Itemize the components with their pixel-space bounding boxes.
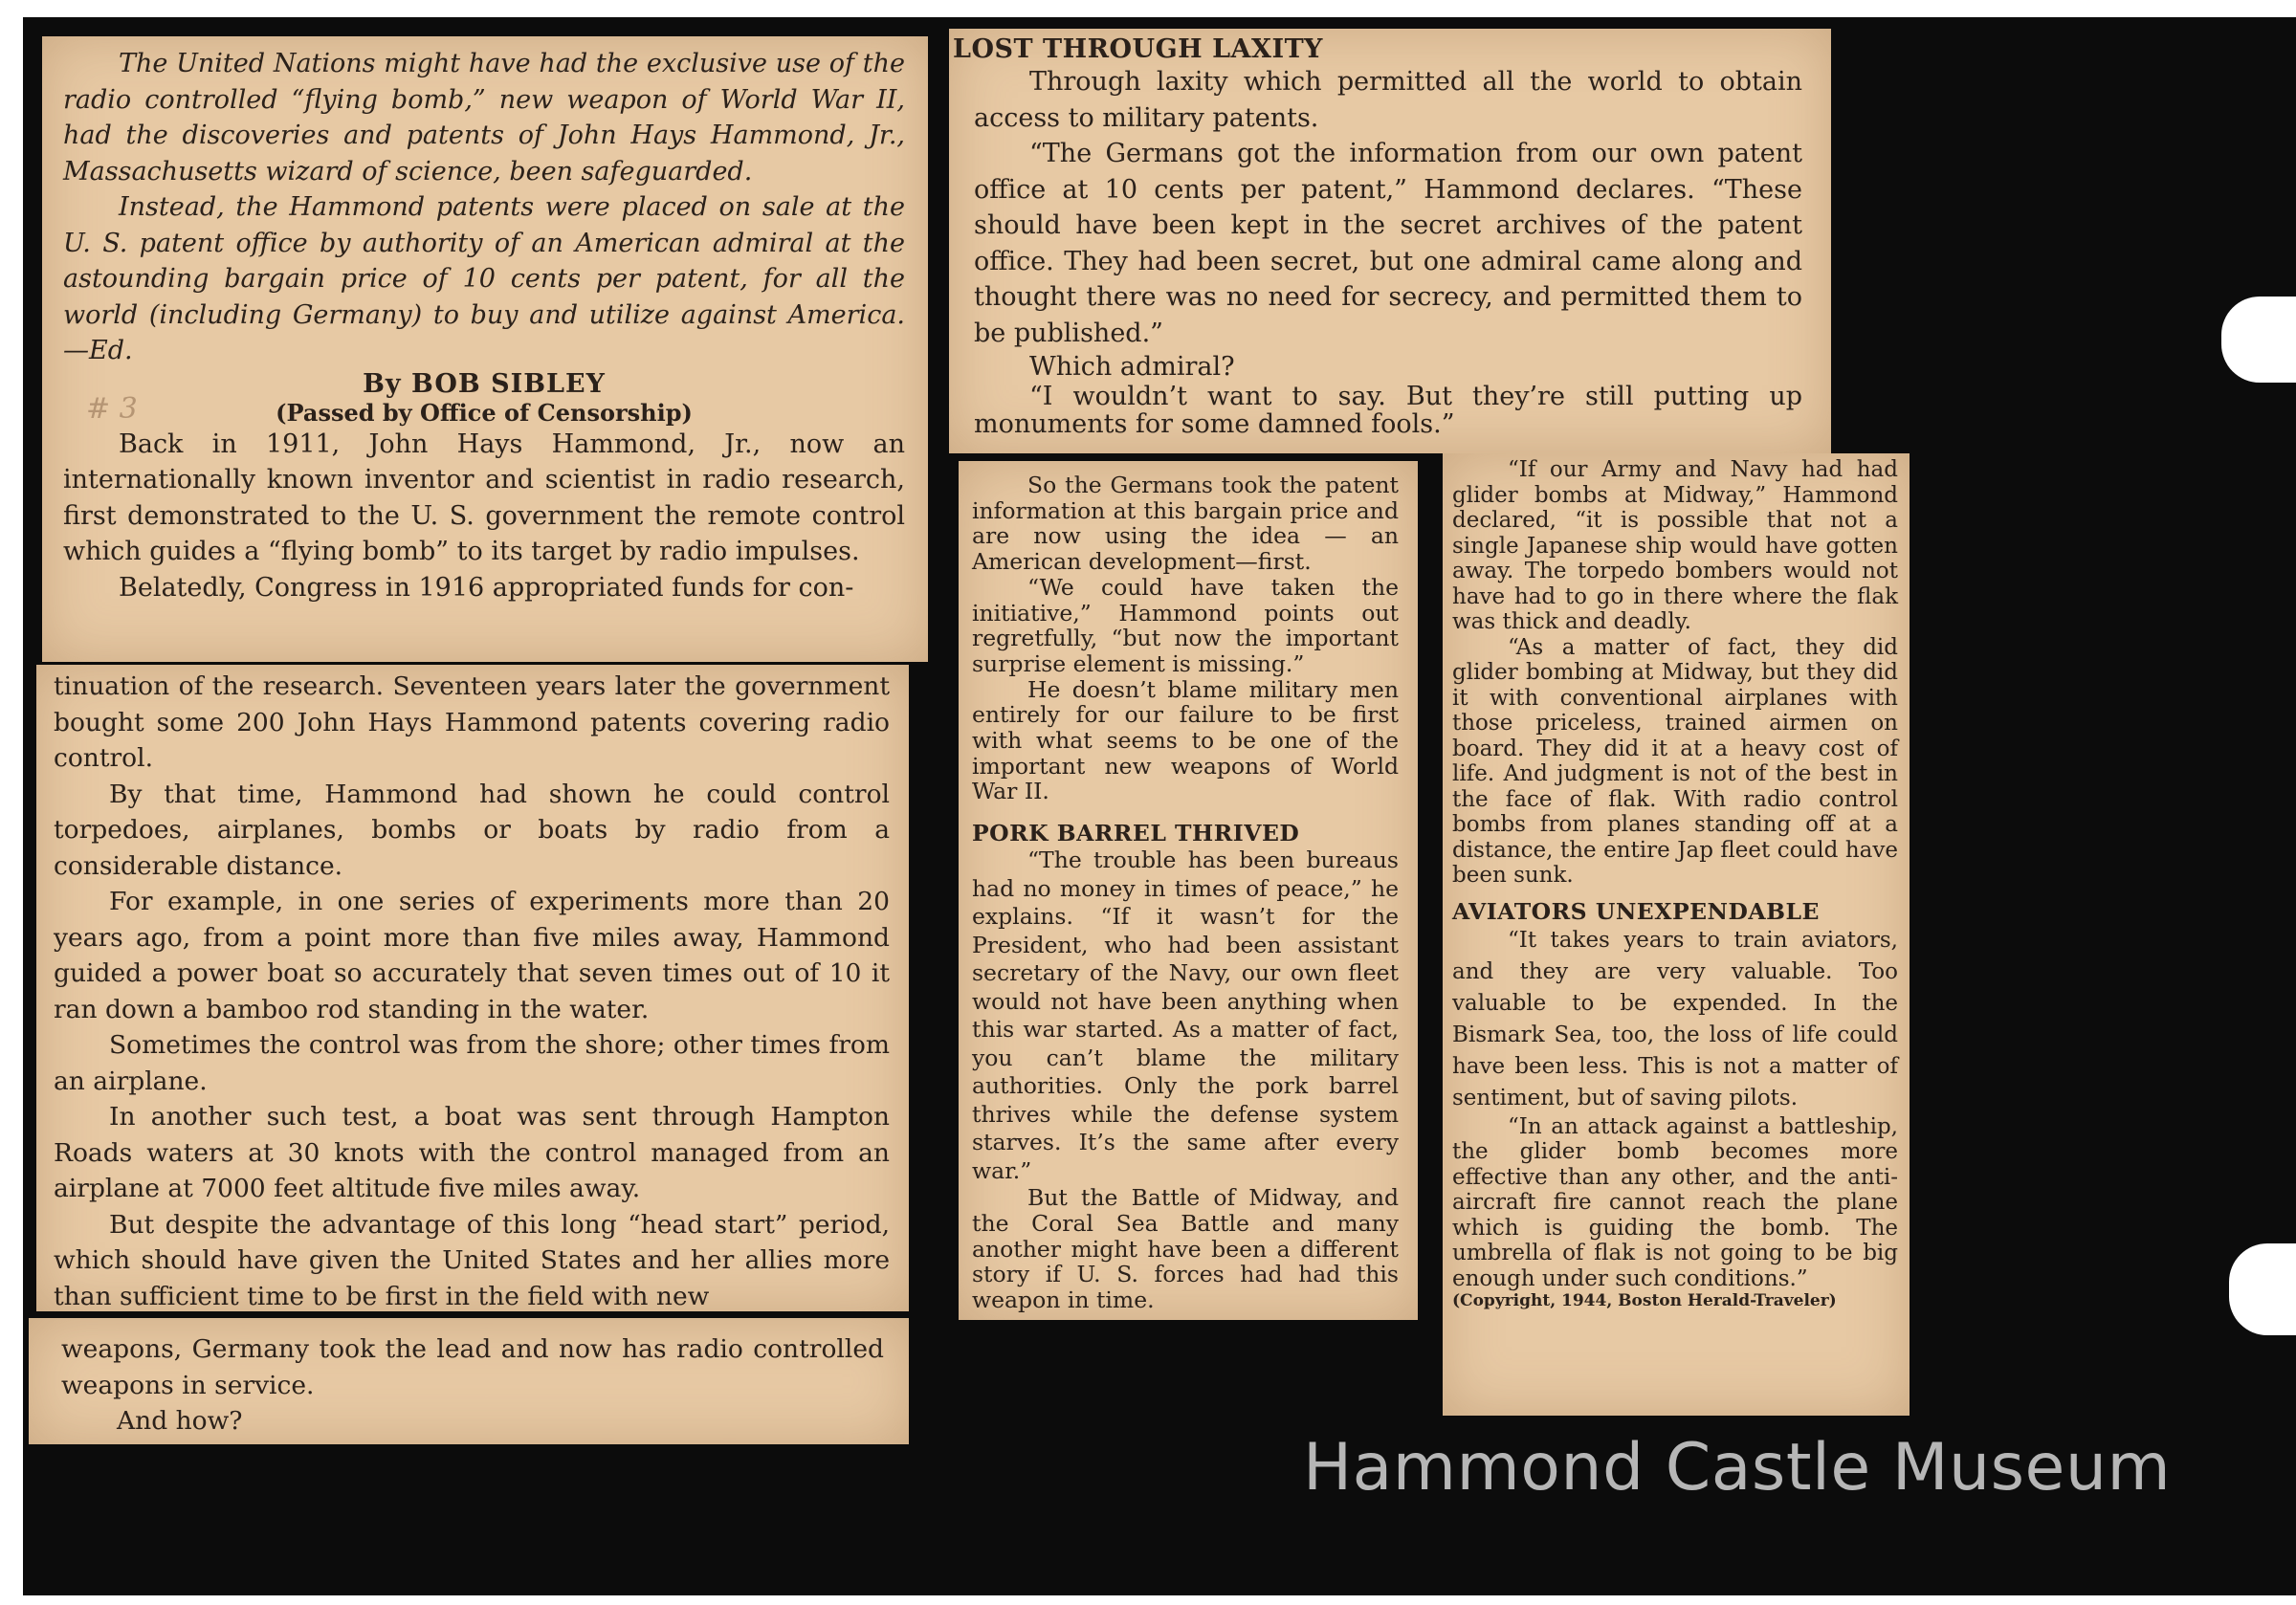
- paragraph: “The trouble has been bureaus had no money in times of peace,” he explains. “If it wasn’t for the President, who had been assistant secretary of the Navy, our own fleet would not have been anything when this war started. As a matter of fact, you can’t blame the military authorities. Only the pork barrel thrives while the defense system starves. It’s the same after every war.”: [972, 846, 1399, 1184]
- paragraph: “If our Army and Navy had had glider bombs at Midway,” Hammond declared, “it is possible that not a single Japanese ship would have gotten away. The torpedo bombers would not have had to go in there where the flak was thick and deadly.: [1452, 457, 1898, 634]
- paragraph: But despite the advantage of this long “head start” period, which should have given the United States and her allies more than sufficient time to be first in the field with new: [54, 1209, 890, 1311]
- section-heading: AVIATORS UNEXPENDABLE: [1452, 897, 1820, 925]
- punch-hole-top: [2221, 297, 2296, 383]
- section-heading: LOST THROUGH LAXITY: [953, 34, 1323, 64]
- clipping-middle-column: [959, 461, 1418, 1320]
- paragraph: He doesn’t blame military men entirely for our failure to be first with what seems to be one of the important new weapons of World War II.: [972, 675, 1399, 805]
- censorship-note: (Passed by Office of Censorship): [276, 398, 693, 427]
- clipping-laxity: [949, 29, 1831, 453]
- paragraph: Back in 1911, John Hays Hammond, Jr., now an internationally known inventor and scientist in radio research, first demonstrated to the U. S. government the remote control which guides a “flying bomb” to its target by radio impulses.: [63, 429, 905, 566]
- section-heading: PORK BARREL THRIVED: [972, 820, 1300, 847]
- clipping-main-top: [42, 36, 928, 662]
- copyright-credit: (Copyright, 1944, Boston Herald-Traveler): [1452, 1291, 1837, 1310]
- paragraph: In another such test, a boat was sent through Hampton Roads waters at 30 knots with the control managed from an airplane at 7000 feet altitude five miles away.: [54, 1102, 890, 1203]
- paragraph: “The Germans got the information from our own patent office at 10 cents per patent,” Hammond declares. “These should have been kept in the secret archives of the patent office. They had been secret, but one admiral came along and thought there was no need for secrecy, and permitted them to be published.”: [974, 139, 1802, 348]
- editor-note: The United Nations might have had the exclusive use of the radio controlled “flying bomb,” new weapon of World War II, had the discoveries and patents of John Hays Hammond, Jr., Massachusetts wizard of science, been safeguarded.: [63, 49, 905, 187]
- paragraph: weapons, Germany took the lead and now has radio controlled weapons in service.: [61, 1334, 884, 1400]
- paragraph: tinuation of the research. Seventeen years later the government bought some 200 John Hays Hammond patents covering radio control.: [54, 671, 890, 773]
- paragraph: Belatedly, Congress in 1916 appropriated funds for con-: [119, 572, 854, 603]
- paragraph: “I wouldn’t want to say. But they’re still putting up monuments for some damned fools.”: [974, 382, 1802, 439]
- paragraph: And how?: [117, 1406, 243, 1436]
- paragraph: For example, in one series of experiments more than 20 years ago, from a point more than five miles away, Hammond guided a power boat so accurately that seven times out of 10 it ran down a bamboo rod standing in the water.: [54, 887, 890, 1024]
- paragraph: Sometimes the control was from the shore; other times from an airplane.: [54, 1030, 890, 1096]
- clipping-main-bottom: [29, 1318, 909, 1444]
- clipping-main-middle: [36, 665, 909, 1311]
- paragraph: “We could have taken the initiative,” Hammond points out regretfully, “but now the important surprise element is missing.”: [972, 573, 1399, 677]
- column-one-top: [63, 427, 905, 606]
- editor-note-continued: Instead, the Hammond patents were placed on sale at the U. S. patent office by authority of an American admiral at the astounding bargain price of 10 cents per patent, for all the world (including Germany) to buy and utilize against America.—Ed.: [63, 192, 905, 365]
- paragraph: “It takes years to train aviators, and they are very valuable. Too valuable to be expended. In the Bismark Sea, too, the loss of life could have been less. This is not a matter of sentiment, but of saving pilots.: [1452, 927, 1898, 1110]
- byline: By BOB SIBLEY: [363, 368, 606, 399]
- paragraph: So the Germans took the patent information at this bargain price and are now using the idea — an American development—first.: [972, 472, 1399, 576]
- paragraph: But the Battle of Midway, and the Coral Sea Battle and many another might have been a different story if U. S. forces had had this weapon in time.: [972, 1184, 1399, 1313]
- paragraph: Through laxity which permitted all the world to obtain access to military patents.: [974, 67, 1802, 133]
- paragraph: By that time, Hammond had shown he could control torpedoes, airplanes, bombs or boats by radio from a considerable distance.: [54, 779, 890, 881]
- museum-watermark: Hammond Castle Museum: [1303, 1430, 2172, 1506]
- punch-hole-bottom: [2229, 1243, 2296, 1335]
- handwritten-mark: # 3: [86, 392, 138, 426]
- clipping-right-column: [1443, 453, 1910, 1416]
- paragraph: “As a matter of fact, they did glider bombing at Midway, but they did it with conventional airplanes with those priceless, trained airmen on board. They did it at a heavy cost of life. And judgment is not of the best in the face of flak. With radio control bombs from planes standing off at a distance, the entire Jap fleet could have been sunk.: [1452, 634, 1898, 888]
- paragraph: Which admiral?: [1029, 352, 1235, 382]
- paragraph: “In an attack against a battleship, the glider bomb becomes more effective than any other, and the anti-aircraft fire cannot reach the plane which is guiding the bomb. The umbrella of flak is not going to be big enough under such conditions.”: [1452, 1113, 1898, 1291]
